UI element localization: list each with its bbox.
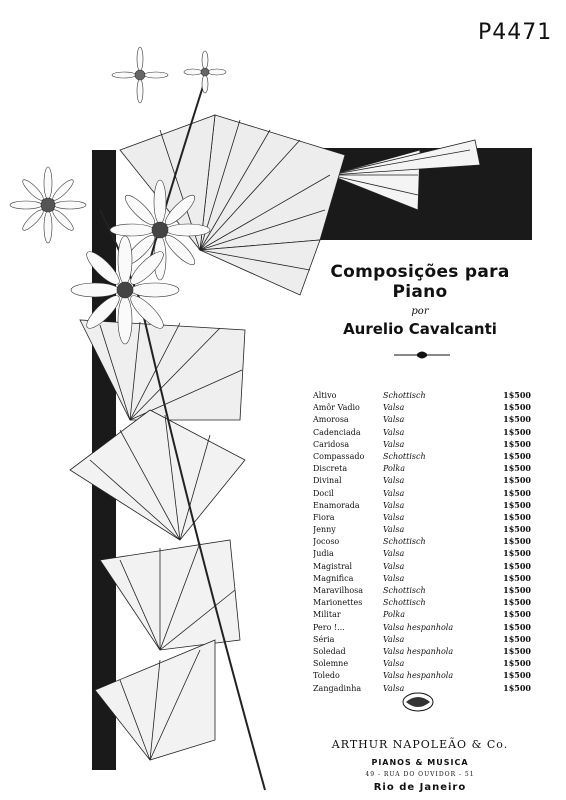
piece-genre: Valsa — [383, 573, 405, 583]
piece-price: 1$500 — [503, 499, 531, 510]
piece-price: 1$500 — [503, 438, 531, 449]
piece-genre: Valsa — [383, 500, 405, 510]
folding-fan-icon — [330, 140, 480, 210]
piece-name: Magistral — [313, 561, 353, 571]
piece-genre: Valsa — [383, 403, 405, 413]
piece-price: 1$500 — [503, 609, 531, 620]
piece-price: 1$500 — [503, 511, 531, 522]
list-item — [313, 621, 533, 633]
list-item — [313, 474, 533, 486]
piece-price: 1$500 — [503, 670, 531, 681]
composer-name: Aurelio Cavalcanti — [343, 320, 497, 338]
piece-price: 1$500 — [503, 658, 531, 669]
piece-price: 1$500 — [503, 463, 531, 474]
list-item — [313, 426, 533, 438]
piece-name: Caridosa — [313, 439, 350, 449]
list-item — [313, 438, 533, 450]
list-item — [313, 547, 533, 559]
piece-genre: Valsa — [383, 415, 405, 425]
piece-genre: Valsa — [383, 476, 405, 486]
piece-genre: Polka — [383, 464, 406, 474]
piece-name: Amorosa — [313, 415, 349, 425]
piece-genre: Schottisch — [383, 586, 426, 595]
list-item — [313, 608, 533, 620]
piece-genre: Valsa hespanhola — [383, 622, 454, 632]
list-item — [313, 596, 533, 608]
ornamental-rule-icon — [392, 348, 452, 362]
piece-price: 1$500 — [503, 585, 531, 595]
list-item — [313, 511, 533, 523]
piece-genre: Valsa — [383, 634, 405, 644]
publisher-name: ARTHUR NAPOLEÃO & Co. — [331, 738, 509, 751]
piece-genre: Valsa — [383, 683, 405, 693]
list-item — [313, 487, 533, 499]
list-item — [313, 499, 533, 511]
piece-genre: Valsa — [383, 549, 405, 559]
piece-name: Docil — [313, 488, 334, 498]
piece-price: 1$500 — [503, 536, 531, 547]
piece-name: Jenny — [313, 525, 336, 535]
list-item — [313, 645, 533, 657]
piece-genre: Valsa — [383, 525, 405, 535]
list-item — [313, 389, 533, 401]
piece-price: 1$500 — [503, 426, 531, 437]
list-item — [313, 413, 533, 425]
list-item — [313, 584, 533, 596]
piece-genre: Valsa hespanhola — [383, 671, 454, 681]
list-item — [313, 462, 533, 474]
piece-name: Cadenciada — [313, 427, 361, 437]
piece-price: 1$500 — [503, 682, 531, 693]
piece-price: 1$500 — [503, 621, 531, 632]
piece-genre: Schottisch — [383, 598, 426, 608]
list-item — [313, 523, 533, 535]
piece-genre: Schottisch — [383, 391, 426, 400]
piece-price: 1$500 — [503, 402, 531, 413]
piece-name: Enamorada — [313, 500, 360, 510]
piece-genre: Valsa — [383, 561, 405, 571]
catalog-number: P4471 — [478, 20, 553, 45]
piece-name: Divinal — [313, 476, 342, 486]
piece-price: 1$500 — [503, 450, 531, 461]
piece-price: 1$500 — [503, 560, 531, 571]
piece-price: 1$500 — [503, 633, 531, 644]
piece-name: Séria — [313, 634, 335, 644]
piece-name: Amôr Vadio — [313, 403, 360, 413]
folding-fan-icon — [70, 410, 245, 760]
piece-name: Maravilhosa — [313, 586, 364, 595]
piece-list — [313, 389, 533, 694]
publisher-trade: PIANOS & MUSICA — [371, 758, 469, 767]
piece-name: Judia — [313, 549, 334, 559]
piece-name: Militar — [313, 610, 341, 620]
piece-name: Marionettes — [313, 598, 363, 608]
piece-name: Pero !... — [313, 622, 345, 632]
piece-price: 1$500 — [503, 390, 531, 400]
daisy-flower-icon — [10, 47, 226, 344]
piece-genre: Schottisch — [383, 451, 426, 461]
piece-genre: Valsa — [383, 659, 405, 669]
piece-genre: Valsa — [383, 427, 405, 437]
list-item — [313, 669, 533, 681]
piece-price: 1$500 — [503, 414, 531, 425]
publisher-monogram-icon — [400, 690, 436, 714]
list-item — [313, 535, 533, 547]
piece-price: 1$500 — [503, 597, 531, 608]
list-item — [313, 633, 533, 645]
list-item — [313, 450, 533, 462]
piece-price: 1$500 — [503, 487, 531, 498]
piece-name: Solemne — [313, 659, 349, 669]
piece-name: Discreta — [313, 464, 348, 474]
piece-name: Magnifica — [313, 573, 354, 583]
piece-genre: Valsa — [383, 488, 405, 498]
piece-genre: Valsa — [383, 439, 405, 449]
list-item — [313, 572, 533, 584]
page-title: Composições para Piano — [330, 262, 510, 302]
piece-price: 1$500 — [503, 548, 531, 559]
piece-price: 1$500 — [503, 645, 531, 656]
piece-genre: Polka — [383, 610, 406, 620]
piece-price: 1$500 — [503, 572, 531, 583]
piece-name: Zangadinha — [313, 683, 362, 693]
list-item — [313, 560, 533, 572]
list-item — [313, 401, 533, 413]
piece-genre: Schottisch — [383, 537, 426, 547]
piece-genre: Valsa — [383, 512, 405, 522]
piece-name: Fiora — [313, 512, 335, 522]
piece-genre: Valsa hespanhola — [383, 646, 454, 656]
piece-name: Altivo — [313, 391, 337, 400]
list-item — [313, 657, 533, 669]
publisher-city: Rio de Janeiro — [373, 782, 467, 793]
folding-fan-icon — [80, 320, 245, 420]
piece-price: 1$500 — [503, 524, 531, 535]
by-label: por — [411, 306, 429, 317]
piece-price: 1$500 — [503, 475, 531, 486]
publisher-address: 49 - RUA DO OUVIDOR - 51 — [365, 771, 475, 778]
piece-name: Compassado — [313, 451, 365, 461]
piece-name: Toledo — [313, 671, 340, 681]
piece-name: Soledad — [313, 646, 346, 656]
piece-name: Jocoso — [313, 537, 340, 547]
